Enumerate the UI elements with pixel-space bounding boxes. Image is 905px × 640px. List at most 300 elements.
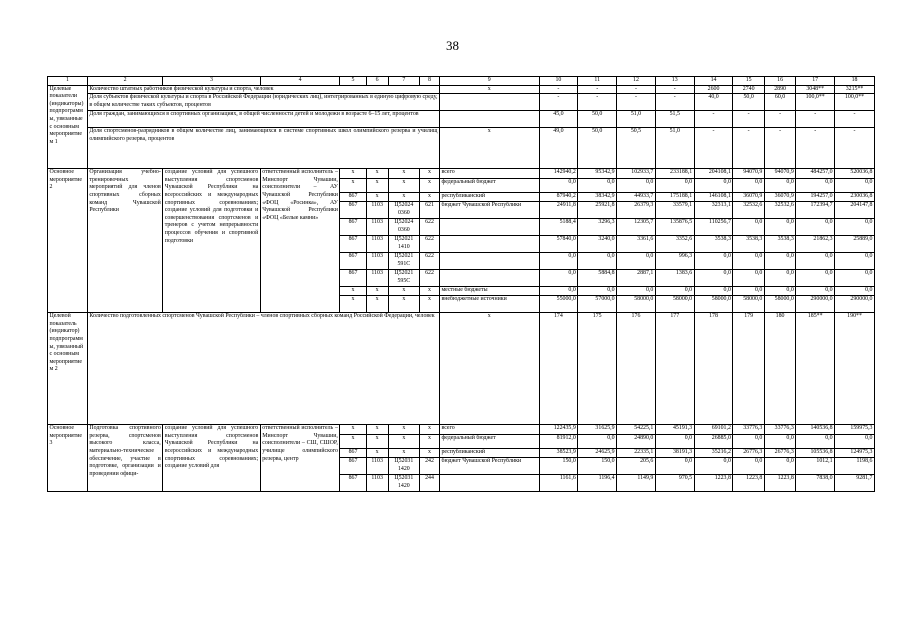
funding-value: 290000,0 <box>796 296 835 313</box>
funding-value: 0,0 <box>835 435 875 449</box>
funding-value: 22335,1 <box>617 449 656 458</box>
m2-name: Организация учебно-тренировочных мероприятий для членов спортивных сборных команд Чувашской Республики <box>87 169 162 313</box>
indicator-value: - <box>764 111 795 128</box>
funding-value: 9281,7 <box>835 475 875 492</box>
funding-source: внебюджетные источники <box>439 296 539 313</box>
budget-code: 867 <box>340 202 366 219</box>
funding-value: 45191,3 <box>655 425 694 435</box>
funding-value: 0,0 <box>539 253 578 270</box>
funding-value: 484257,0 <box>796 169 835 179</box>
indicator-value: - <box>617 85 656 94</box>
indicator-value: - <box>835 128 875 169</box>
funding-value: 520036,8 <box>835 169 875 179</box>
budget-code: x <box>388 449 419 458</box>
m3-name: Подготовка спортивного резерва, спортсменов высокого класса, материально-техническое обеспечение, участие в подготовке, организации и проведении офици- <box>87 425 162 492</box>
budget-code: x <box>388 296 419 313</box>
indicator-value: - <box>796 111 835 128</box>
goal1-label: Целевые показатели (индикаторы) подпрограммы, увязанные с основным мероприятием 1 <box>48 85 88 169</box>
budget-code: 867 <box>340 236 366 253</box>
budget-code: Ц52021 591C <box>388 253 419 270</box>
funding-value: 0,0 <box>655 287 694 296</box>
budget-code: x <box>366 193 388 202</box>
indicator-value: 2890 <box>764 85 795 94</box>
funding-value: 81912,0 <box>539 435 578 449</box>
indicator-value: - <box>694 111 733 128</box>
budget-code: Ц52031 1420 <box>388 458 419 475</box>
funding-value: 230036,8 <box>835 193 875 202</box>
indicator-text: Доля граждан, занимающихся в спортивных организациях, в общей численности детей и молодежи в возрасте 6–15 лет, процентов <box>87 111 439 128</box>
funding-source: республиканский <box>439 193 539 202</box>
budget-code: 244 <box>420 475 440 492</box>
budget-code: x <box>388 169 419 179</box>
indicator-value: 60,0 <box>764 94 795 111</box>
m2-goal: создание условий для успешного выступления спортсменов Чувашской Республики на всероссийских и международных спортивных соревнованиях; создание условий для подготовки и совершенствования спортсменов и тренеров с учетом непрерывности процессов обучения и спортивной подготовки <box>163 169 260 313</box>
budget-code: Ц52021 595C <box>388 270 419 287</box>
indicator-value: 50,0 <box>733 94 764 111</box>
indicator-row <box>48 94 875 111</box>
budget-code: 867 <box>340 270 366 287</box>
column-number-row <box>48 77 875 86</box>
budget-code: Ц52021 1410 <box>388 236 419 253</box>
budget-code: 1103 <box>366 202 388 219</box>
funding-value: 0,0 <box>617 253 656 270</box>
budget-code: x <box>388 435 419 449</box>
funding-value: 44933,7 <box>617 193 656 202</box>
budget-code: x <box>420 425 440 435</box>
funding-source: федеральный бюджет <box>439 179 539 193</box>
funding-value: 122435,9 <box>539 425 578 435</box>
budget-code: 1103 <box>366 458 388 475</box>
budget-code: 1103 <box>366 253 388 270</box>
indicator-value: 50,5 <box>617 128 656 169</box>
funding-value: 0,0 <box>733 435 764 449</box>
funding-value: 135876,5 <box>655 219 694 236</box>
indicator-value: - <box>578 85 617 94</box>
indicator-value: 50,0 <box>578 128 617 169</box>
budget-code: x <box>420 193 440 202</box>
funding-value: 204108,1 <box>694 169 733 179</box>
funding-value: 0,0 <box>796 179 835 193</box>
column-number: 1 <box>48 77 88 86</box>
m2-label: Основное мероприятие 2 <box>48 169 88 313</box>
budget-code: x <box>340 169 366 179</box>
indicator-value: 190** <box>835 313 875 425</box>
funding-value: 0,0 <box>617 179 656 193</box>
funding-value: 0,0 <box>733 179 764 193</box>
funding-value: 124975,3 <box>835 449 875 458</box>
budget-code: x <box>420 435 440 449</box>
funding-value: 26776,3 <box>764 449 795 458</box>
funding-value: 33776,3 <box>764 425 795 435</box>
indicator-value: 100,0** <box>796 94 835 111</box>
funding-value: 1012,1 <box>796 458 835 475</box>
funding-value: 87940,2 <box>539 193 578 202</box>
indicator-value: 45,0 <box>539 111 578 128</box>
funding-value: 1196,4 <box>578 475 617 492</box>
funding-source <box>439 253 539 270</box>
funding-value: 0,0 <box>796 270 835 287</box>
funding-value: 146108,1 <box>694 193 733 202</box>
funding-value: 142940,2 <box>539 169 578 179</box>
budget-code: x <box>340 287 366 296</box>
budget-code: x <box>420 169 440 179</box>
indicator-value: 185** <box>796 313 835 425</box>
budget-code: x <box>420 296 440 313</box>
funding-value: 172394,7 <box>796 202 835 219</box>
indicator-value: - <box>796 128 835 169</box>
funding-value: 233188,1 <box>655 169 694 179</box>
funding-value: 57000,0 <box>578 296 617 313</box>
indicator-value: 40,0 <box>694 94 733 111</box>
funding-value: 3296,3 <box>578 219 617 236</box>
column-number: 9 <box>439 77 539 86</box>
funding-value: 0,0 <box>835 287 875 296</box>
indicator-row <box>48 85 875 94</box>
funding-value: 0,0 <box>539 179 578 193</box>
funding-value: 0,0 <box>733 253 764 270</box>
funding-source <box>439 219 539 236</box>
funding-value: 102933,7 <box>617 169 656 179</box>
indicator-value <box>439 94 539 111</box>
budget-code: x <box>388 193 419 202</box>
column-number: 15 <box>733 77 764 86</box>
funding-value: 31625,9 <box>578 425 617 435</box>
funding-value: 1198,6 <box>835 458 875 475</box>
budget-code: 867 <box>340 193 366 202</box>
funding-value: 0,0 <box>578 179 617 193</box>
funding-source <box>439 236 539 253</box>
indicator-value: 176 <box>617 313 656 425</box>
funding-value: 105536,8 <box>796 449 835 458</box>
m3-label: Основное мероприятие 3 <box>48 425 88 492</box>
budget-code: x <box>366 449 388 458</box>
indicator-row <box>48 111 875 128</box>
funding-value: 150,0 <box>539 458 578 475</box>
indicator-value: x <box>439 85 539 94</box>
funding-value: 0,0 <box>764 435 795 449</box>
funding-value: 0,0 <box>539 287 578 296</box>
funding-value: 0,0 <box>694 458 733 475</box>
budget-code: x <box>420 449 440 458</box>
funding-value: 970,5 <box>655 475 694 492</box>
funding-value: 0,0 <box>655 435 694 449</box>
funding-value: 7838,0 <box>796 475 835 492</box>
funding-value: 204147,8 <box>835 202 875 219</box>
indicator-value: - <box>764 128 795 169</box>
funding-value: 0,0 <box>655 458 694 475</box>
funding-value: 58000,0 <box>617 296 656 313</box>
column-number: 16 <box>764 77 795 86</box>
budget-code: x <box>340 435 366 449</box>
funding-value: 58000,0 <box>764 296 795 313</box>
funding-value: 0,0 <box>617 287 656 296</box>
indicator-value: x <box>439 128 539 169</box>
funding-value: 0,0 <box>796 435 835 449</box>
column-number: 10 <box>539 77 578 86</box>
funding-value: 0,0 <box>764 458 795 475</box>
column-number: 3 <box>163 77 260 86</box>
budget-code: 1103 <box>366 270 388 287</box>
indicator-value: 49,0 <box>539 128 578 169</box>
indicator-value: - <box>733 128 764 169</box>
funding-value: 26885,0 <box>694 435 733 449</box>
budget-code: x <box>420 287 440 296</box>
funding-value: 54225,1 <box>617 425 656 435</box>
budget-code: x <box>340 425 366 435</box>
m2-executor: ответственный исполнитель – Минспорт Чувашии, соисполнители – АУ Чувашской Республики «ФОЦ «Росинка», АУ Чувашской Республики «ФОЦ «Белые камни» <box>260 169 340 313</box>
funding-source: федеральный бюджет <box>439 435 539 449</box>
funding-value: 3361,6 <box>617 236 656 253</box>
indicator-value: 180 <box>764 313 795 425</box>
budget-code: x <box>366 179 388 193</box>
funding-value: 996,3 <box>655 253 694 270</box>
indicator-value: 3048** <box>796 85 835 94</box>
funding-value: 0,0 <box>655 179 694 193</box>
funding-value: 175188,1 <box>655 193 694 202</box>
funding-source: бюджет Чувашской Республики <box>439 458 539 475</box>
indicator-value: 3215** <box>835 85 875 94</box>
column-number: 2 <box>87 77 162 86</box>
budget-code: Ц52024 0360 <box>388 219 419 236</box>
funding-source <box>439 270 539 287</box>
funding-value: 205,6 <box>617 458 656 475</box>
funding-value: 110256,7 <box>694 219 733 236</box>
budget-code: Ц52031 1420 <box>388 475 419 492</box>
budget-code: 622 <box>420 219 440 236</box>
indicator-text: Количество штатных работников физической культуры и спорта, человек <box>87 85 439 94</box>
column-number: 12 <box>617 77 656 86</box>
indicator-value: - <box>539 85 578 94</box>
funding-value: 33579,1 <box>655 202 694 219</box>
funding-value: 0,0 <box>764 253 795 270</box>
goal2-label: Целевой показатель (индикатор) подпрограммы, увязанный с основным мероприятием 2 <box>48 313 88 425</box>
indicator-text: Доля субъектов физической культуры и спорта в Российской Федерации (юридических лиц), интегрированных в единую цифровую среду, в общем количестве таких субъектов, процентов <box>87 94 439 111</box>
funding-value: 0,0 <box>694 270 733 287</box>
funding-value: 58000,0 <box>733 296 764 313</box>
budget-code: 1103 <box>366 475 388 492</box>
indicator-value: 2600 <box>694 85 733 94</box>
funding-value: 194257,0 <box>796 193 835 202</box>
funding-value: 69101,2 <box>694 425 733 435</box>
funding-value: 32313,1 <box>694 202 733 219</box>
funding-value: 0,0 <box>733 219 764 236</box>
budget-code: x <box>420 179 440 193</box>
funding-value: 0,0 <box>578 435 617 449</box>
indicator-value: - <box>835 111 875 128</box>
budget-code: Ц52024 0360 <box>388 202 419 219</box>
funding-value: 150,0 <box>578 458 617 475</box>
funding-value: 24911,8 <box>539 202 578 219</box>
funding-value: 94070,9 <box>764 169 795 179</box>
indicator-text: Количество подготовленных спортсменов Чувашской Республики – членов спортивных сборных команд Российской Федерации, человек <box>87 313 439 425</box>
funding-value: 0,0 <box>796 219 835 236</box>
budget-code: 621 <box>420 202 440 219</box>
funding-value: 2887,1 <box>617 270 656 287</box>
funding-value: 95342,9 <box>578 169 617 179</box>
funding-value: 26776,3 <box>733 449 764 458</box>
page-number: 38 <box>446 38 459 53</box>
funding-value: 3240,0 <box>578 236 617 253</box>
funding-value: 3352,6 <box>655 236 694 253</box>
budget-code: x <box>388 287 419 296</box>
funding-value: 0,0 <box>796 253 835 270</box>
funding-value: 1223,8 <box>733 475 764 492</box>
budget-code: x <box>366 435 388 449</box>
column-number: 11 <box>578 77 617 86</box>
indicator-value: 50,0 <box>578 111 617 128</box>
funding-value: 0,0 <box>835 270 875 287</box>
funding-value: 25921,8 <box>578 202 617 219</box>
funding-value: 0,0 <box>835 179 875 193</box>
funding-value: 3538,3 <box>694 236 733 253</box>
funding-value: 3538,3 <box>733 236 764 253</box>
budget-code: x <box>340 296 366 313</box>
column-number: 7 <box>388 77 419 86</box>
funding-value: 58000,0 <box>655 296 694 313</box>
budget-code: 242 <box>420 458 440 475</box>
funding-value: 21862,3 <box>796 236 835 253</box>
indicator-value: 177 <box>655 313 694 425</box>
indicator-value: 179 <box>733 313 764 425</box>
funding-value: 159975,3 <box>835 425 875 435</box>
funding-value: 1161,6 <box>539 475 578 492</box>
funding-value: 0,0 <box>694 287 733 296</box>
funding-value: 0,0 <box>539 270 578 287</box>
funding-value: 0,0 <box>578 287 617 296</box>
indicator-value: 174 <box>539 313 578 425</box>
indicator-value <box>439 111 539 128</box>
indicator-value: - <box>655 85 694 94</box>
funding-value: 0,0 <box>733 287 764 296</box>
funding-value: 0,0 <box>764 179 795 193</box>
funding-value: 0,0 <box>764 270 795 287</box>
funding-value: 35216,2 <box>694 449 733 458</box>
column-number: 6 <box>366 77 388 86</box>
budget-code: 867 <box>340 449 366 458</box>
budget-code: 867 <box>340 219 366 236</box>
indicator-text: Доля спортсменов-разрядников в общем количестве лиц, занимающихся в системе спортивных школ олимпийского резерва и училищ олимпийского резерва, процентов <box>87 128 439 169</box>
funding-value: 32532,6 <box>733 202 764 219</box>
funding-value: 1223,8 <box>764 475 795 492</box>
column-number: 13 <box>655 77 694 86</box>
funding-value: 38191,3 <box>655 449 694 458</box>
budget-code: 1103 <box>366 236 388 253</box>
funding-value: 1223,8 <box>694 475 733 492</box>
funding-value: 0,0 <box>796 287 835 296</box>
column-number: 18 <box>835 77 875 86</box>
funding-value: 5188,4 <box>539 219 578 236</box>
funding-value: 0,0 <box>694 179 733 193</box>
indicator-value: 175 <box>578 313 617 425</box>
funding-value: 1383,6 <box>655 270 694 287</box>
funding-source: республиканский <box>439 449 539 458</box>
funding-value: 26379,3 <box>617 202 656 219</box>
funding-value: 0,0 <box>764 219 795 236</box>
funding-value: 0,0 <box>764 287 795 296</box>
budget-code: 867 <box>340 458 366 475</box>
budget-code: 622 <box>420 253 440 270</box>
funding-source: всего <box>439 425 539 435</box>
funding-value: 36070,9 <box>764 193 795 202</box>
funding-value: 140536,8 <box>796 425 835 435</box>
funding-value: 38523,9 <box>539 449 578 458</box>
indicator-row <box>48 128 875 169</box>
funding-source: всего <box>439 169 539 179</box>
funding-value: 1149,9 <box>617 475 656 492</box>
funding-value: 32532,6 <box>764 202 795 219</box>
budget-code: x <box>366 169 388 179</box>
funding-source <box>439 475 539 492</box>
funding-value: 38342,9 <box>578 193 617 202</box>
funding-value: 5884,8 <box>578 270 617 287</box>
funding-value: 0,0 <box>835 253 875 270</box>
funding-value: 0,0 <box>733 270 764 287</box>
indicator-value: 51,5 <box>655 111 694 128</box>
budget-code: x <box>366 296 388 313</box>
indicator-value: - <box>655 94 694 111</box>
indicator-value: x <box>439 313 539 425</box>
funding-value: 3538,3 <box>764 236 795 253</box>
program-table <box>47 76 875 492</box>
funding-row <box>48 425 875 435</box>
indicator-value: 51,0 <box>655 128 694 169</box>
funding-value: 24625,9 <box>578 449 617 458</box>
funding-value: 12305,7 <box>617 219 656 236</box>
budget-code: x <box>366 425 388 435</box>
indicator-value: 51,0 <box>617 111 656 128</box>
funding-row <box>48 169 875 179</box>
budget-code: 622 <box>420 236 440 253</box>
funding-source: местные бюджеты <box>439 287 539 296</box>
m3-goal: создание условий для успешного выступления спортсменов Чувашской Республики на всероссийских и международных спортивных соревнованиях; создание условий для <box>163 425 260 492</box>
budget-code: 1103 <box>366 219 388 236</box>
funding-value: 33776,3 <box>733 425 764 435</box>
budget-code: x <box>366 287 388 296</box>
budget-code: 622 <box>420 270 440 287</box>
funding-value: 24890,0 <box>617 435 656 449</box>
indicator-row <box>48 313 875 425</box>
column-number: 17 <box>796 77 835 86</box>
funding-value: 290000,0 <box>835 296 875 313</box>
budget-code: 867 <box>340 475 366 492</box>
funding-source: бюджет Чувашской Республики <box>439 202 539 219</box>
m3-executor: ответственный исполнитель – Минспорт Чувашии, соисполнители – СШ, СШОР, училище олимпийского резерва, центр <box>260 425 340 492</box>
funding-value: 0,0 <box>578 253 617 270</box>
column-number: 8 <box>420 77 440 86</box>
indicator-value: - <box>539 94 578 111</box>
column-number: 4 <box>260 77 340 86</box>
funding-value: 94070,9 <box>733 169 764 179</box>
funding-value: 57840,0 <box>539 236 578 253</box>
budget-code: x <box>388 179 419 193</box>
column-number: 5 <box>340 77 366 86</box>
funding-value: 58000,0 <box>694 296 733 313</box>
funding-value: 0,0 <box>694 253 733 270</box>
indicator-value: 2740 <box>733 85 764 94</box>
column-number: 14 <box>694 77 733 86</box>
budget-code: x <box>340 179 366 193</box>
funding-value: 55000,0 <box>539 296 578 313</box>
indicator-value: - <box>578 94 617 111</box>
indicator-value: 178 <box>694 313 733 425</box>
funding-value: 0,0 <box>835 219 875 236</box>
indicator-value: - <box>733 111 764 128</box>
indicator-value: - <box>694 128 733 169</box>
funding-value: 25889,0 <box>835 236 875 253</box>
funding-value: 0,0 <box>733 458 764 475</box>
funding-value: 36070,9 <box>733 193 764 202</box>
budget-code: 867 <box>340 253 366 270</box>
